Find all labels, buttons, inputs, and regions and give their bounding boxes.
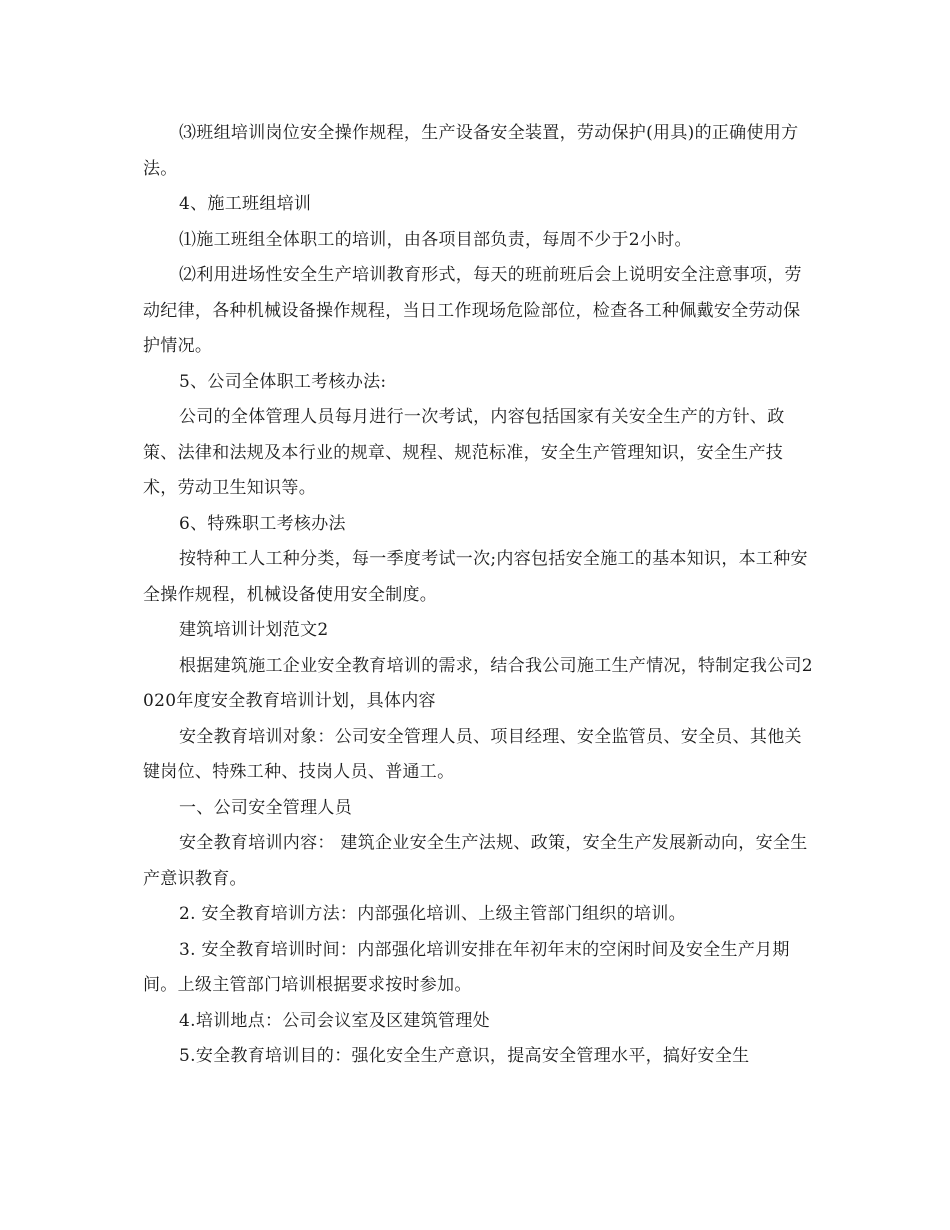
- paragraph-10: 根据建筑施工企业安全教育培训的需求，结合我公司施工生产情况，特制定我公司2020年度安全教育培训计划，具体内容: [143, 655, 813, 711]
- paragraph-7: 6、特殊职工考核办法: [179, 513, 346, 534]
- paragraph-3: ⑴施工班组全体职工的培训，由各项目部负责，每周不少于2小时。: [179, 229, 692, 250]
- section-heading: 建筑培训计划范文2: [179, 620, 329, 640]
- paragraph-1: ⑶班组培训岗位安全操作规程，生产设备安全装置，劳动保护(用具)的正确使用方法。: [143, 123, 799, 179]
- paragraph-12: 一、公司安全管理人员: [179, 797, 352, 818]
- paragraph-8: 按特种工人工种分类，每一季度考试一次;内容包括安全施工的基本知识，本工种安全操作规程，机械设备使用安全制度。: [143, 549, 808, 605]
- paragraph-11: 安全教育培训对象：公司安全管理人员、项目经理、安全监管员、安全员、其他关键岗位、特殊工种、技岗人员、普通工。: [143, 726, 802, 782]
- paragraph-6: 公司的全体管理人员每月进行一次考试，内容包括国家有关安全生产的方针、政策、法律和法规及本行业的规章、规程、规范标准，安全生产管理知识，安全生产技术，劳动卫生知识等。: [143, 407, 785, 498]
- paragraph-5: 5、公司全体职工考核办法:: [179, 371, 387, 392]
- paragraph-2: 4、施工班组培训: [179, 194, 312, 214]
- paragraph-17: 5.安全教育培训目的：强化安全生产意识，提高安全管理水平，搞好安全生: [179, 1046, 750, 1066]
- paragraph-15: 3. 安全教育培训时间：内部强化培训安排在年初年末的空闲时间及安全生产月期间。上级主管部门培训根据要求按时参加。: [143, 939, 790, 995]
- paragraph-16: 4.培训地点：公司会议室及区建筑管理处: [179, 1010, 490, 1031]
- paragraph-13: 安全教育培训内容： 建筑企业安全生产法规、政策，安全生产发展新动向，安全生产意识教育。: [143, 833, 808, 889]
- paragraph-4: ⑵利用进场性安全生产培训教育形式，每天的班前班后会上说明安全注意事项，劳动纪律，各种机械设备操作规程，当日工作现场危险部位，检查各工种佩戴安全劳动保护情况。: [143, 265, 802, 356]
- paragraph-14: 2. 安全教育培训方法：内部强化培训、上级主管部门组织的培训。: [179, 904, 686, 924]
- document-body: [143, 116, 813, 1075]
